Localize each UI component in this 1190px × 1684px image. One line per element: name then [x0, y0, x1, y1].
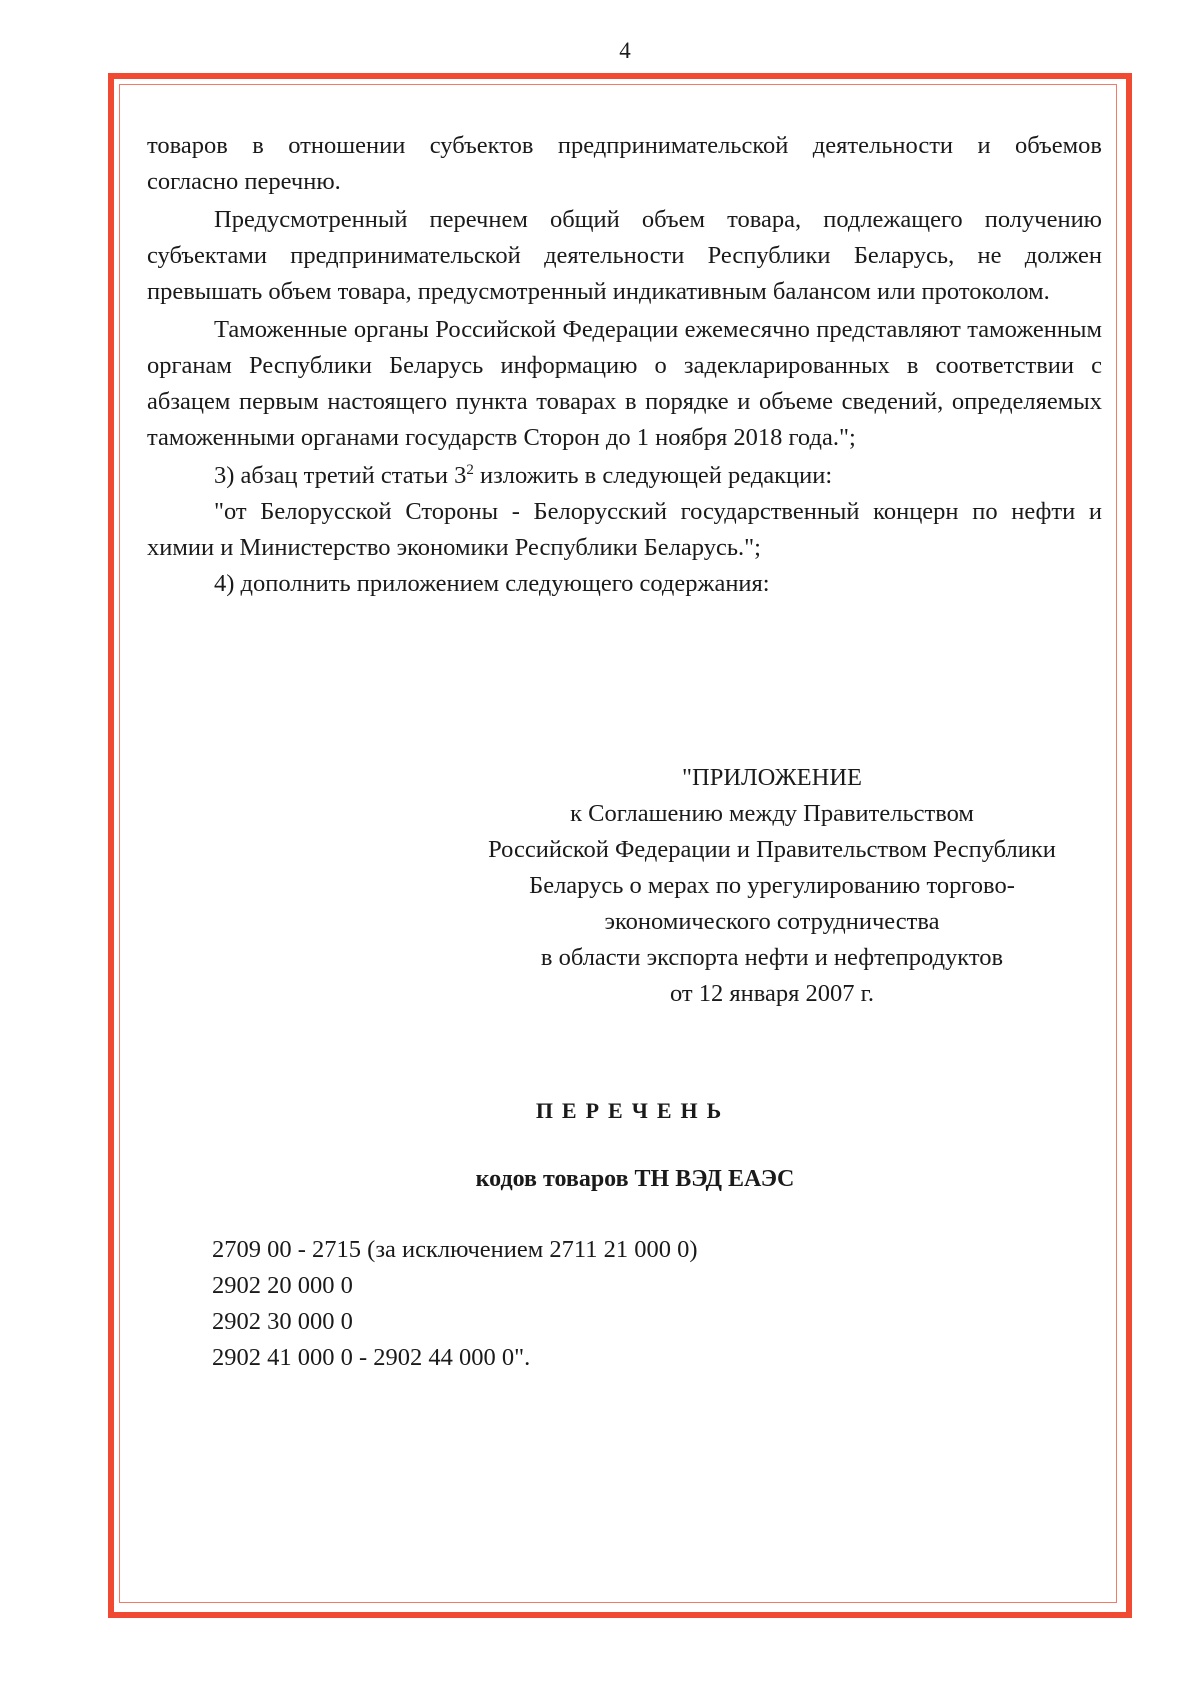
code-list-item: 2709 00 - 2715 (за исключением 2711 21 000 0): [212, 1236, 698, 1263]
appendix-date: от 12 января 2007 г.: [669, 980, 875, 1007]
document-body: [147, 128, 1102, 602]
paragraph-4-text-before: 3) абзац третий статьи 3: [214, 462, 467, 489]
list-title: ПЕРЕЧЕНЬ: [535, 1098, 731, 1123]
code-list: [212, 1232, 698, 1376]
appendix-line: в области экспорта нефти и нефтепродуктов: [540, 944, 1004, 971]
appendix-line: к Соглашению между Правительством: [570, 800, 974, 827]
article-superscript: 2: [466, 461, 474, 478]
appendix-header: [432, 760, 1112, 1012]
paragraph-6: 4) дополнить приложением следующего содержания:: [214, 570, 770, 597]
code-list-item: 2902 30 000 0: [212, 1308, 353, 1335]
paragraph-4: [147, 458, 1102, 494]
appendix-title: "ПРИЛОЖЕНИЕ: [682, 764, 862, 791]
paragraph-5: "от Белорусской Стороны - Белорусский государственный концерн по нефти и химии и Министерство экономики Республики Беларусь.";: [147, 498, 1102, 561]
paragraph-2: Предусмотренный перечнем общий объем товара, подлежащего получению субъектами предпринимательской деятельности Республики Беларусь, не должен превышать объем товара, предусмотренный индикативным балансом или протоколом.: [147, 206, 1102, 305]
page-number: 4: [619, 38, 631, 63]
appendix-line: Беларусь о мерах по урегулированию торгово-: [529, 872, 1015, 899]
appendix-line: Российской Федерации и Правительством Республики: [488, 836, 1056, 863]
code-list-item: 2902 41 000 0 - 2902 44 000 0".: [212, 1344, 531, 1371]
paragraph-1-line-2: согласно перечню.: [147, 168, 341, 195]
code-list-item: 2902 20 000 0: [212, 1272, 353, 1299]
paragraph-4-text-after: изложить в следующей редакции:: [473, 462, 833, 489]
paragraph-3: Таможенные органы Российской Федерации ежемесячно представляют таможенным органам Республики Беларусь информацию о задекларированных в соответствии с абзацем первым настоящего пункта товарах в порядке и объеме сведений, определяемых таможенными органами государств Сторон до 1 ноября 2018 года.";: [147, 316, 1102, 451]
paragraph-1-line-1: товаров в отношении субъектов предпринимательской деятельности и объемов: [147, 132, 1102, 159]
list-subtitle: кодов товаров ТН ВЭД ЕАЭС: [475, 1166, 795, 1192]
appendix-line: экономического сотрудничества: [604, 908, 940, 935]
